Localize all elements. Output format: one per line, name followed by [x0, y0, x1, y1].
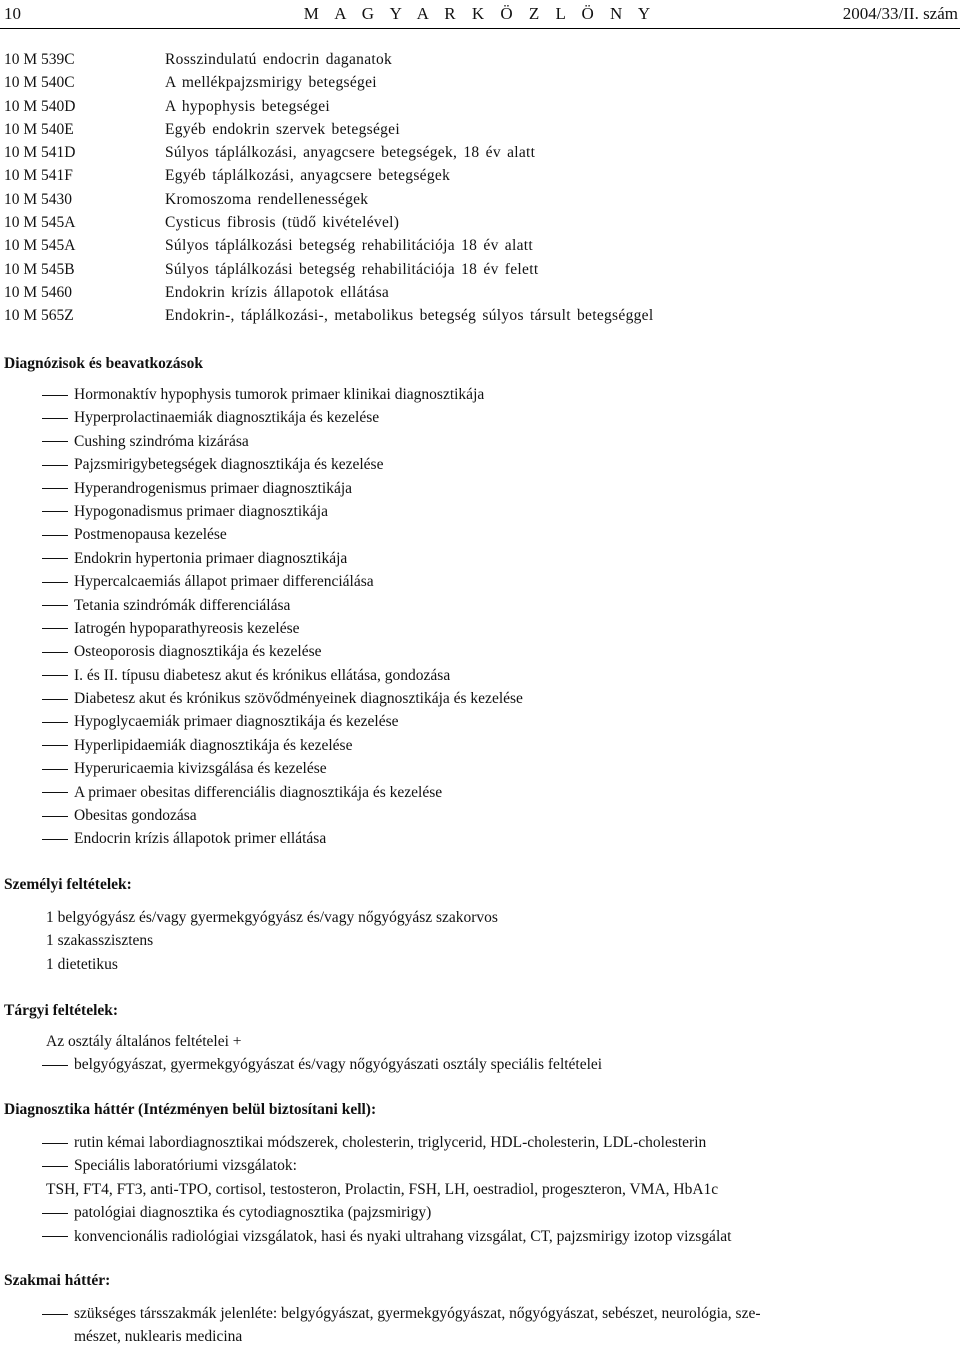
personal-line: 1 szakasszisztens: [46, 932, 154, 950]
list-item-text: Hyperlipidaemiák diagnosztikája és kezelése: [74, 736, 353, 754]
list-item: [4, 1053, 949, 1076]
list-item-text: I. és II. típusu diabetesz akut és krónikus ellátása, gondozása: [74, 666, 451, 684]
list-item-text: Hormonaktív hypophysis tumorok primaer klinikai diagnosztikája: [74, 386, 485, 403]
list-item-text: Tetania szindrómák differenciálása: [74, 596, 291, 614]
code-description: A mellékpajzsmirigy betegségei: [165, 74, 377, 92]
page-header: [0, 2, 960, 28]
code-table: [4, 48, 944, 328]
dash-marker: [42, 675, 68, 676]
material-heading: Tárgyi feltételek:: [4, 1002, 119, 1019]
dash-marker: [42, 582, 68, 583]
code-id: 10 M 565Z: [4, 307, 74, 325]
code-row: [4, 95, 944, 118]
lab-tests-line: [4, 1178, 949, 1201]
dash-marker: [42, 769, 68, 770]
list-item-text: Osteoporosis diagnosztikája és kezelése: [74, 643, 322, 661]
code-id: 10 M 5460: [4, 283, 73, 301]
list-item: [4, 570, 949, 593]
code-description: Kromoszoma rendellenességek: [165, 190, 369, 208]
code-row: [4, 281, 944, 304]
list-item-text: Hypercalcaemiás állapot primaer differenciálása: [74, 573, 374, 591]
code-description: Endokrin krízis állapotok ellátása: [165, 283, 390, 301]
code-description: Cysticus fibrosis (tüdő kivételével): [165, 214, 400, 232]
list-item: [4, 1302, 949, 1325]
dash-marker: [42, 535, 68, 536]
code-row: [4, 258, 944, 281]
code-description: Súlyos táplálkozási betegség rehabilitációja 18 év felett: [165, 260, 539, 278]
list-item-text: Hypogonadismus primaer diagnosztikája: [74, 502, 328, 520]
dash-marker: [42, 418, 68, 419]
code-row: [4, 211, 944, 234]
code-id: 10 M 539C: [4, 51, 75, 68]
code-id: 10 M 540C: [4, 74, 75, 92]
code-row: [4, 164, 944, 187]
diagnoses-list: [4, 383, 949, 851]
code-description: Súlyos táplálkozási betegség rehabilitációja 18 év alatt: [165, 237, 533, 255]
list-item-text: Endocrin krízis állapotok primer ellátása: [74, 830, 327, 848]
personal-line: 1 dietetikus: [46, 955, 118, 973]
code-id: 10 M 541F: [4, 167, 73, 185]
personal-line: 1 belgyógyász és/vagy gyermekgyógyász és/vagy nőgyógyász szakorvos: [46, 909, 498, 926]
list-item: [4, 500, 949, 523]
dash-marker: [42, 465, 68, 466]
dash-marker: [42, 722, 68, 723]
dash-marker: [42, 699, 68, 700]
professional-heading: Szakmai háttér:: [4, 1272, 111, 1289]
dash-marker: [42, 1065, 68, 1066]
list-item-text: konvencionális radiológiai vizsgálatok, hasi és nyaki ultrahang vizsgálat, CT, pajzsmirigy izotop vizsgálat: [74, 1227, 732, 1245]
list-item: [4, 804, 949, 827]
publication-title: M A G Y A R K Ö Z L Ö N Y: [303, 4, 657, 23]
list-item-text: A primaer obesitas differenciális diagnosztikája és kezelése: [74, 783, 443, 801]
list-item: [4, 757, 949, 780]
list-item-continuation: [4, 1325, 949, 1348]
personal-heading: Személyi feltételek:: [4, 876, 132, 893]
dash-marker: [42, 1236, 68, 1237]
list-item-text: Cushing szindróma kizárása: [74, 432, 249, 450]
material-list: [4, 1030, 949, 1077]
list-item-text: patológiai diagnosztika és cytodiagnosztika (pajzsmirigy): [74, 1204, 432, 1222]
list-item-text: belgyógyászat, gyermekgyógyászat és/vagy nőgyógyászati osztály speciális feltételei: [74, 1056, 603, 1074]
dash-marker: [42, 839, 68, 840]
list-item: [4, 710, 949, 733]
dash-marker: [42, 628, 68, 629]
code-description: Egyéb táplálkozási, anyagcsere betegségek: [165, 167, 451, 185]
dash-marker: [42, 1314, 68, 1315]
list-item: [4, 1131, 949, 1154]
dash-marker: [42, 395, 68, 396]
code-row: [4, 141, 944, 164]
code-row: [4, 234, 944, 257]
code-id: 10 M 545B: [4, 260, 75, 278]
diagnostics-heading: Diagnosztika háttér (Intézményen belül biztosítani kell):: [4, 1101, 377, 1118]
issue-number: 2004/33/II. szám: [842, 4, 958, 23]
lab-tests-text: TSH, FT4, FT3, anti-TPO, cortisol, testosteron, Prolactin, FSH, LH, oestradiol, progeszteron, VMA, HbA1c: [46, 1180, 719, 1198]
list-item-text: Diabetesz akut és krónikus szövődményeinek diagnosztikája és kezelése: [74, 690, 523, 708]
list-item-text: Speciális laboratóriumi vizsgálatok:: [74, 1157, 297, 1175]
professional-list: [4, 1302, 949, 1349]
page-number: 10: [4, 4, 21, 23]
dash-marker: [42, 1166, 68, 1167]
list-item: [4, 664, 949, 687]
header-rule: [0, 28, 960, 29]
list-item: [4, 406, 949, 429]
list-item: [4, 617, 949, 640]
list-item: [4, 734, 949, 757]
dash-marker: [42, 511, 68, 512]
dash-marker: [42, 792, 68, 793]
code-id: 10 M 540E: [4, 120, 74, 138]
list-item-text: rutin kémai labordiagnosztikai módszerek, cholesterin, triglycerid, HDL-cholesterin, LDL-cholesterin: [74, 1134, 707, 1151]
list-item: [4, 1154, 949, 1177]
dash-marker: [42, 745, 68, 746]
list-item-text: Obesitas gondozása: [74, 807, 197, 825]
code-id: 10 M 540D: [4, 97, 76, 115]
material-intro: Az osztály általános feltételei +: [46, 1033, 242, 1050]
code-id: 10 M 545A: [4, 237, 76, 255]
list-item: [4, 383, 949, 406]
code-row: [4, 304, 944, 327]
list-item-text: Hyperprolactinaemiák diagnosztikája és kezelése: [74, 409, 380, 427]
diagnoses-heading: Diagnózisok és beavatkozások: [4, 355, 203, 372]
list-item-text: mészet, nuklearis medicina: [74, 1328, 243, 1346]
dash-marker: [42, 1213, 68, 1214]
dash-marker: [42, 816, 68, 817]
code-description: Súlyos táplálkozási, anyagcsere betegségek, 18 év alatt: [165, 144, 536, 162]
list-item: [4, 781, 949, 804]
list-item: [4, 687, 949, 710]
list-item-text: Hyperuricaemia kivizsgálása és kezelése: [74, 760, 327, 778]
list-item-text: Pajzsmirigybetegségek diagnosztikája és kezelése: [74, 456, 384, 474]
list-item-text: Hypoglycaemiák primaer diagnosztikája és kezelése: [74, 713, 399, 731]
diagnostics-list: [4, 1131, 949, 1248]
list-item-text: Hyperandrogenismus primaer diagnosztikája: [74, 479, 353, 497]
list-item-text: Endokrin hypertonia primaer diagnosztikája: [74, 549, 348, 567]
code-description: Endokrin-, táplálkozási-, metabolikus betegség súlyos társult betegséggel: [165, 307, 654, 325]
dash-marker: [42, 488, 68, 489]
code-row: [4, 48, 944, 71]
list-item: [4, 547, 949, 570]
dash-marker: [42, 605, 68, 606]
code-row: [4, 118, 944, 141]
dash-marker: [42, 441, 68, 442]
list-item: [4, 430, 949, 453]
personal-list: [4, 906, 949, 976]
dash-marker: [42, 652, 68, 653]
list-item: [4, 453, 949, 476]
list-item-text: Iatrogén hypoparathyreosis kezelése: [74, 619, 300, 637]
dash-marker: [42, 558, 68, 559]
code-description: Rosszindulatú endocrin daganatok: [165, 51, 393, 68]
list-item-text: szükséges társszakmák jelenléte: belgyógyászat, gyermekgyógyászat, nőgyógyászat, sebészet, neurológia, sze-: [74, 1305, 761, 1322]
list-item: [4, 1225, 949, 1248]
code-row: [4, 188, 944, 211]
code-id: 10 M 541D: [4, 144, 76, 162]
code-description: Egyéb endokrin szervek betegségei: [165, 120, 400, 138]
list-item: [4, 477, 949, 500]
code-row: [4, 71, 944, 94]
list-item: [4, 827, 949, 850]
dash-marker: [42, 1143, 68, 1144]
list-item-text: Postmenopausa kezelése: [74, 526, 227, 544]
list-item: [4, 1201, 949, 1224]
list-item: [4, 640, 949, 663]
code-id: 10 M 5430: [4, 190, 73, 208]
list-item: [4, 523, 949, 546]
list-item: [4, 594, 949, 617]
code-id: 10 M 545A: [4, 214, 76, 232]
code-description: A hypophysis betegségei: [165, 97, 331, 115]
